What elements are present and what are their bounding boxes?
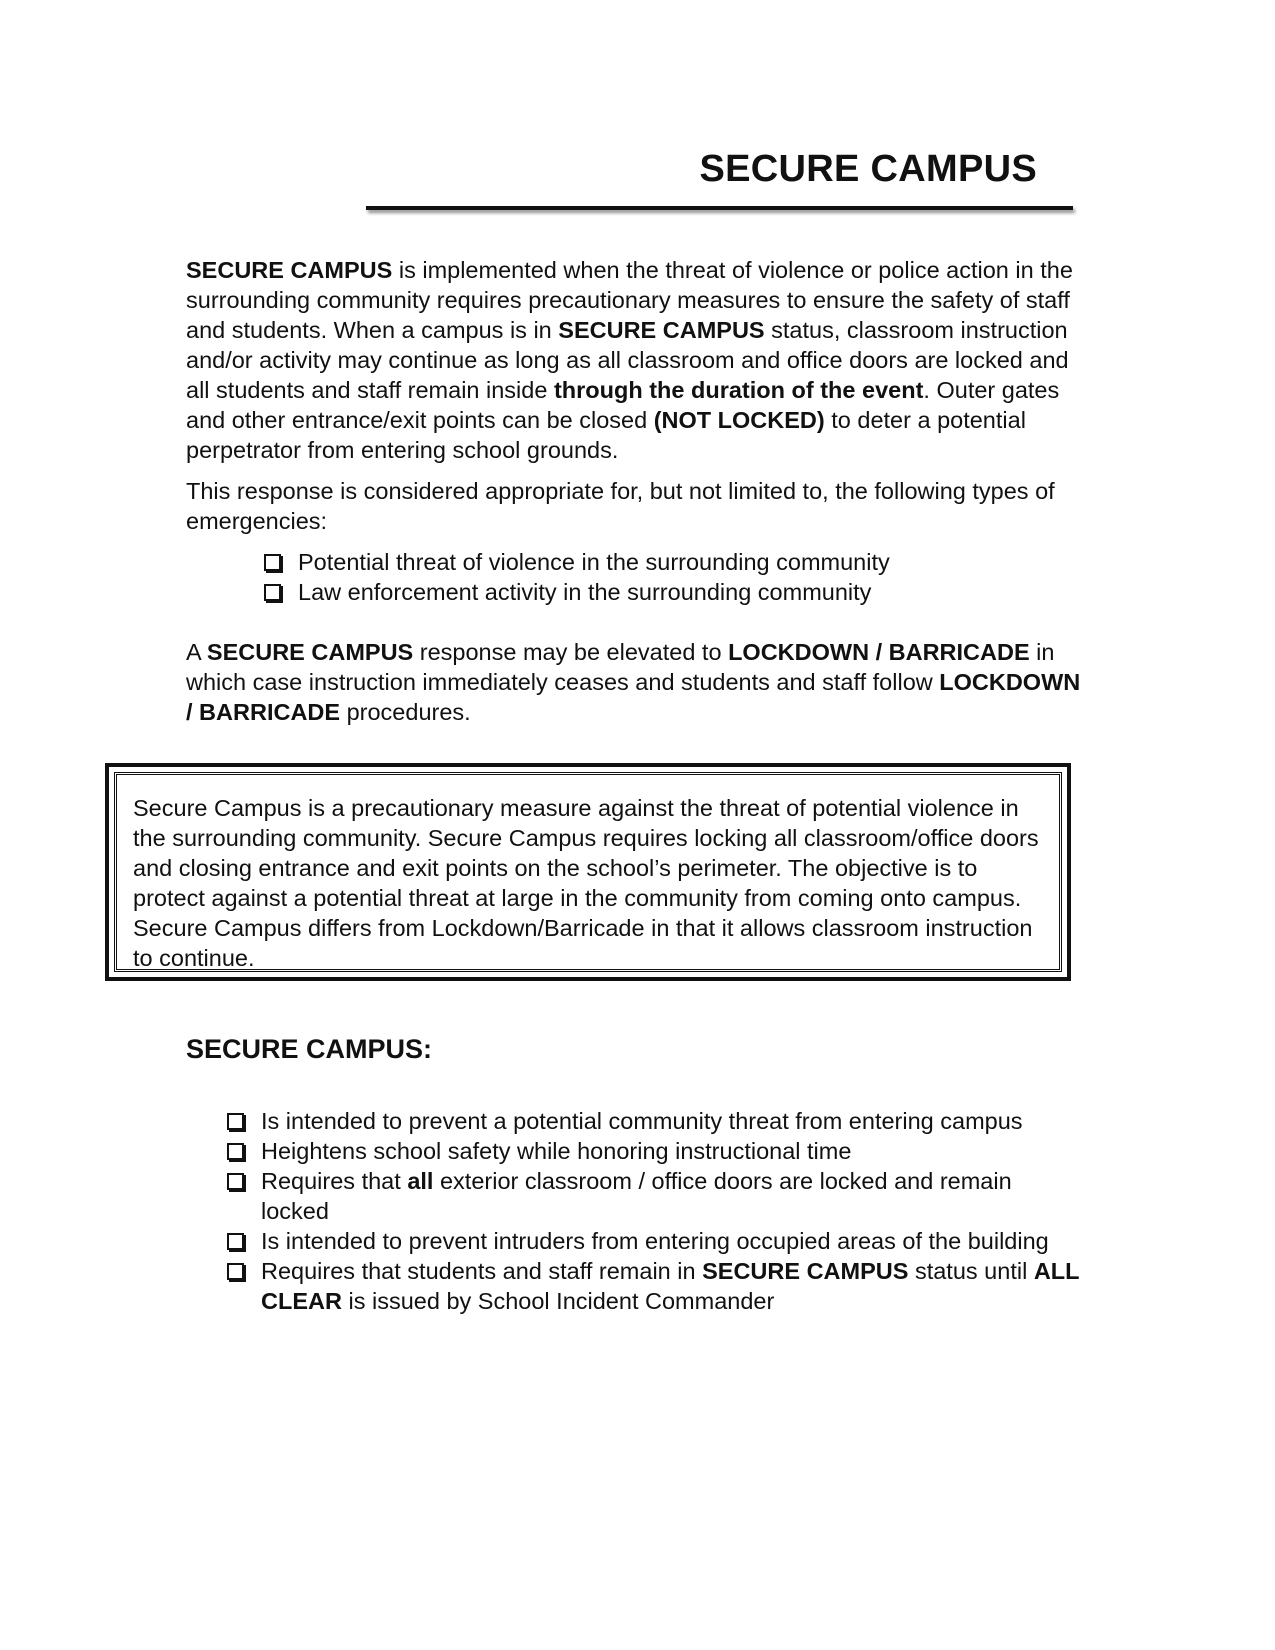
elevate-paragraph [186, 637, 1086, 727]
checkbox-icon [227, 1113, 244, 1130]
checkbox-icon [227, 1173, 244, 1190]
intro-text-1: is implemented when the threat of violence or police action in the surrounding community requires precautionary measures to ensure the safety of staff and students. When a campus is in [186, 257, 1073, 343]
elevate-a: A [186, 639, 207, 665]
page-title: SECURE CAMPUS [699, 148, 1037, 190]
intro-text-3: . Outer gates and other entrance/exit points can be closed [186, 377, 1060, 433]
list-item [225, 1136, 1085, 1166]
summary-text: Secure Campus is a precautionary measure against the threat of potential violence in the surrounding community. Secure Campus requires locking all classroom/office doors and closing entrance and exit points on the school’s perimeter. The objective is to protect against a potential threat at large in the community from coming onto campus. Secure Campus differs from Lockdown/Barricade in that it allows classroom instruction to continue. [114, 772, 1062, 972]
list-item-text-mid: status until [908, 1258, 1034, 1284]
summary-box [105, 763, 1071, 981]
elevate-term: SECURE CAMPUS [206, 639, 414, 665]
elevate-term-2: LOCKDOWN / BARRICADE [728, 639, 1030, 665]
elevate-text-2: in which case instruction immediately ceases and students and staff follow [186, 639, 1055, 695]
list-item-text-post: is issued by School Incident Commander [341, 1288, 775, 1314]
list-item-text-pre: Requires that students and staff remain in [261, 1258, 703, 1284]
list-item [225, 1106, 1085, 1136]
list-item [225, 1226, 1085, 1256]
intro-bold-not-locked: (NOT LOCKED) [653, 407, 825, 433]
list-item-bold: SECURE CAMPUS [702, 1258, 909, 1284]
checkbox-icon [227, 1233, 244, 1250]
elevate-text-3: procedures. [340, 699, 471, 725]
list-item-text: Potential threat of violence in the surrounding community [298, 549, 890, 575]
emergency-types-list [262, 547, 1062, 607]
list-item-text: Law enforcement activity in the surrounding community [298, 579, 872, 605]
list-item [262, 547, 1062, 577]
checkbox-icon [227, 1263, 244, 1280]
title-rule [366, 206, 1073, 210]
intro-text-4: to deter a potential perpetrator from entering school grounds. [186, 407, 1026, 463]
section-heading: SECURE CAMPUS: [186, 1034, 433, 1064]
checkbox-icon [264, 584, 281, 601]
intro-paragraph [186, 255, 1086, 465]
elevate-term-3: LOCKDOWN / BARRICADE [186, 669, 1081, 725]
list-item [225, 1166, 1085, 1226]
list-item-bold: all [407, 1168, 434, 1194]
list-item-text-pre: Requires that [261, 1168, 408, 1194]
list-item-text: Is intended to prevent a potential community threat from entering campus [261, 1108, 1023, 1134]
intro-text-2: status, classroom instruction and/or activity may continue as long as all classroom and office doors are locked and all students and staff remain inside [186, 317, 1069, 403]
features-list [225, 1106, 1085, 1316]
applies-paragraph: This response is considered appropriate for, but not limited to, the following types of emergencies: [186, 478, 1055, 534]
intro-term-2: SECURE CAMPUS [558, 317, 765, 343]
list-item-text: Is intended to prevent intruders from entering occupied areas of the building [261, 1228, 1049, 1254]
elevate-text-1: response may be elevated to [413, 639, 729, 665]
intro-term: SECURE CAMPUS [186, 257, 393, 283]
intro-bold-duration: through the duration of the event [553, 377, 924, 403]
list-item [262, 577, 1062, 607]
list-item-text: Heightens school safety while honoring instructional time [261, 1138, 852, 1164]
checkbox-icon [264, 554, 281, 571]
list-item-bold-2: ALL CLEAR [261, 1258, 1080, 1314]
checkbox-icon [227, 1143, 244, 1160]
list-item [225, 1256, 1085, 1316]
list-item-text-post: exterior classroom / office doors are locked and remain locked [261, 1168, 1012, 1224]
